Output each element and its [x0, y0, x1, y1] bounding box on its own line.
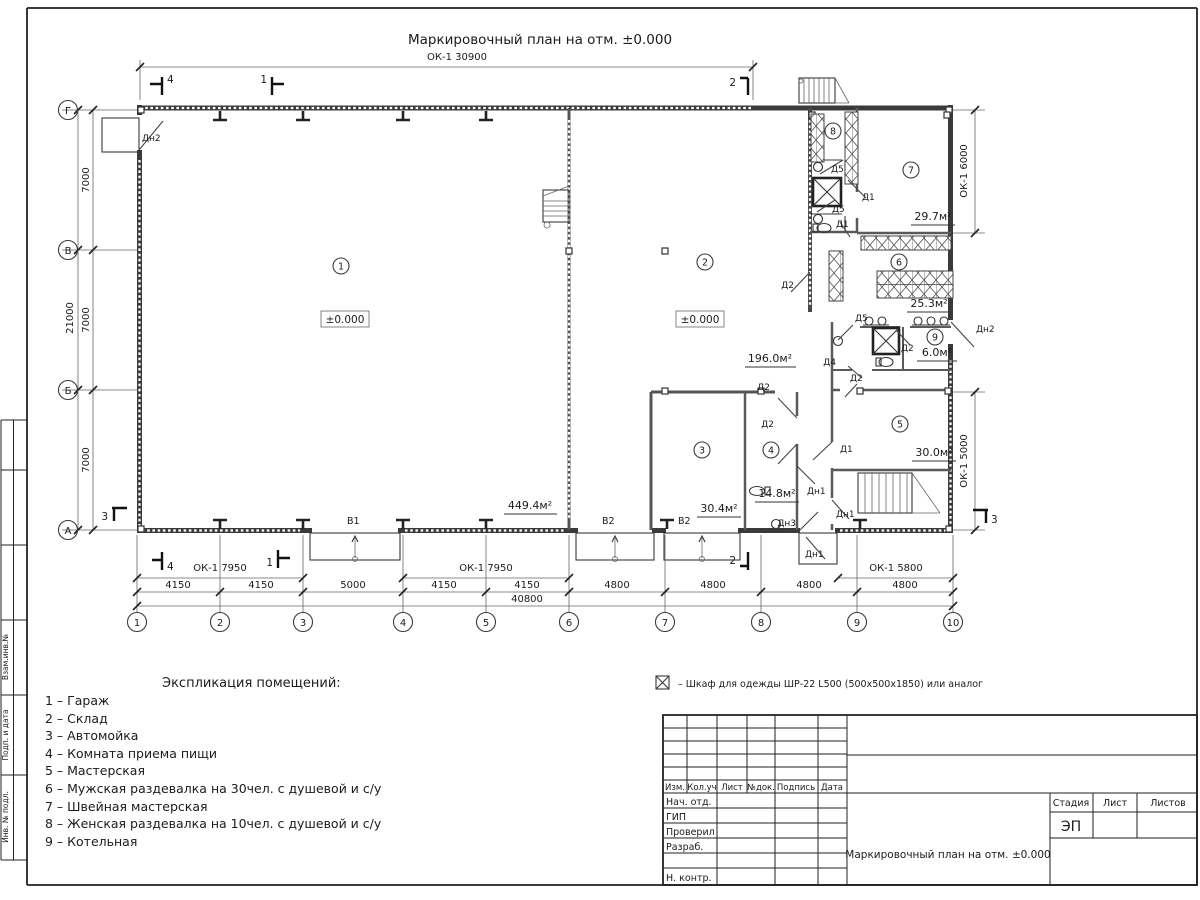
grid-row: А	[64, 526, 72, 537]
legend-item: 8 – Женская раздевалка на 10чел. с душевой и с/у	[45, 816, 382, 831]
tb-row-label: Проверил	[666, 827, 715, 838]
shower-icon	[813, 178, 841, 206]
door-label: Д5	[831, 165, 844, 175]
tb-row-label: Разраб.	[666, 842, 704, 853]
room-number: 5	[896, 419, 904, 431]
locker-note-text: – Шкаф для одежды ШР-22 L500 (500x500x1850) или аналог	[678, 679, 984, 690]
elevation-mark: ±0.000	[680, 314, 720, 326]
grid-row: В	[64, 246, 72, 257]
locker-note	[656, 676, 983, 690]
shower-icon	[873, 328, 899, 354]
grid-column: 3	[299, 618, 307, 629]
door-label: Д2	[781, 281, 794, 291]
door-swings	[139, 121, 974, 559]
dim-window: ОК-1 5800	[869, 563, 923, 574]
stamp-label: Взам.инв.№	[1, 633, 10, 681]
door-label: Д1	[836, 220, 849, 230]
door-label: Дн2	[142, 134, 161, 144]
legend-item: 5 – Мастерская	[45, 763, 145, 778]
tb-sheet-label: Лист	[1102, 798, 1128, 809]
section-mark: 1	[260, 74, 267, 86]
door-label: Дн1	[805, 550, 824, 560]
door-label: Д2	[761, 420, 774, 430]
room-number: 4	[767, 445, 775, 457]
side-stamp	[1, 420, 27, 860]
grid-row: Б	[64, 386, 72, 397]
elevation-mark: ±0.000	[325, 314, 365, 326]
legend-item: 4 – Комната приема пищи	[45, 746, 218, 761]
room-number: 3	[698, 445, 706, 457]
entry-porch	[102, 118, 139, 152]
door-label: Дн2	[976, 325, 995, 335]
tb-sheets-label: Листов	[1150, 798, 1186, 809]
dim-window: ОК-1 7950	[193, 563, 247, 574]
grid-column: 8	[757, 618, 765, 629]
door-label: Д5	[855, 314, 868, 324]
grid-column: 6	[565, 618, 573, 629]
tb-col-header: Подпись	[776, 783, 816, 793]
dim-right-bottom: ОК-1 5000	[959, 434, 970, 488]
tb-col-header: №док.	[747, 783, 775, 793]
gate-apron	[310, 533, 400, 562]
grid-column: 1	[133, 618, 141, 629]
dim-label: 4150	[165, 580, 191, 591]
grid-column: 4	[399, 618, 407, 629]
tb-stage-label: Стадия	[1052, 798, 1090, 809]
dim-total: 40800	[511, 594, 543, 605]
dim-right-top: ОК-1 6000	[959, 144, 970, 198]
tb-col-header: Кол.уч	[687, 783, 717, 793]
dim-left: 7000	[81, 307, 92, 333]
door-label: Дн1	[836, 510, 855, 520]
column-marks	[138, 107, 952, 532]
room-legend	[45, 676, 382, 849]
stair-flight-icon	[858, 473, 940, 513]
washbasin-row	[863, 317, 950, 325]
room-area: 14.8м²	[758, 487, 796, 500]
tb-col-header: Дата	[820, 783, 844, 793]
room-area: 30.4м²	[700, 502, 738, 515]
legend-heading: Экспликация помещений:	[162, 676, 341, 691]
legend-item: 6 – Мужская раздевалка на 30чел. с душевой и с/у	[45, 781, 382, 796]
dim-left-total: 21000	[65, 302, 76, 334]
section-mark: 4	[167, 561, 174, 573]
dim-label: 4800	[604, 580, 630, 591]
door-label: Д2	[850, 374, 863, 384]
sink-icon	[834, 337, 843, 346]
porches	[102, 118, 837, 564]
room-area: 449.4м²	[507, 499, 553, 512]
legend-item: 1 – Гараж	[45, 693, 110, 708]
room-area: 25.3м²	[910, 297, 948, 310]
top-window-dim: ОК-1 30900	[427, 52, 487, 63]
plan-title: Маркировочный план на отм. ±0.000	[407, 32, 673, 48]
section-mark: 2	[729, 555, 736, 567]
door-label: Д1	[840, 445, 853, 455]
legend-item: 3 – Автомойка	[45, 728, 139, 743]
wall-ladder-icon	[543, 186, 569, 228]
door-label: Дн1	[807, 487, 826, 497]
section-mark: 3	[991, 514, 998, 526]
toilet-icon	[876, 358, 893, 367]
dim-label: 4150	[514, 580, 540, 591]
section-mark: 3	[101, 511, 108, 523]
legend-item: 2 – Склад	[45, 711, 108, 726]
room-area: 30.0м²	[915, 446, 953, 459]
stamp-label: Подп. и дата	[1, 709, 10, 761]
room-number: 6	[895, 257, 903, 269]
sink-icon	[814, 215, 823, 224]
section-mark: 1	[266, 557, 273, 569]
grid-row: Г	[64, 106, 72, 117]
door-label: Д5	[832, 205, 845, 215]
gate-label: В2	[678, 516, 691, 527]
grid-column: 7	[661, 618, 669, 629]
door-label: Дн3	[777, 519, 796, 529]
legend-item: 7 – Швейная мастерская	[45, 799, 208, 814]
dim-label: 5000	[340, 580, 366, 591]
section-mark: 2	[729, 77, 736, 89]
entrance-stair-icon	[799, 78, 849, 103]
tb-row-label: Нач. отд.	[666, 797, 712, 808]
room-number: 2	[701, 257, 709, 269]
title-block	[663, 715, 1197, 885]
tb-row-label: Н. контр.	[666, 873, 712, 884]
grid-column: 5	[482, 618, 490, 629]
tb-row-label: ГИП	[666, 812, 687, 823]
door-label: Д2	[901, 344, 914, 354]
stamp-label: Инв. № подл.	[1, 791, 10, 843]
legend-item: 9 – Котельная	[45, 834, 138, 849]
section-mark: 4	[167, 74, 174, 86]
room-number: 7	[907, 165, 915, 177]
gate-apron	[576, 533, 654, 562]
dim-left: 7000	[81, 167, 92, 193]
tb-doc-title: Маркировочный план на отм. ±0.000	[845, 849, 1051, 861]
door-label: Д1	[862, 193, 875, 203]
grid-column: 10	[946, 618, 960, 629]
door-label: Д2	[757, 383, 770, 393]
grid-column: 9	[853, 618, 861, 629]
locker-symbol-icon	[656, 676, 669, 689]
room-number: 8	[829, 126, 837, 138]
tb-col-header: Лист	[721, 783, 743, 793]
room-area: 196.0м²	[747, 352, 793, 365]
gate-label: В2	[602, 516, 615, 527]
gate-label: В1	[347, 516, 360, 527]
dim-window: ОК-1 7950	[459, 563, 513, 574]
dim-label: 4150	[248, 580, 274, 591]
tb-stage-value: ЭП	[1060, 819, 1082, 835]
dim-label: 4800	[796, 580, 822, 591]
room-area: 6.0м²	[921, 346, 953, 359]
tb-col-header: Изм.	[665, 783, 685, 793]
grid-column: 2	[216, 618, 224, 629]
room-area: 29.7м²	[914, 210, 952, 223]
door-label: Д4	[823, 358, 836, 368]
dim-label: 4800	[892, 580, 918, 591]
dim-label: 4800	[700, 580, 726, 591]
sink-icon	[814, 163, 823, 172]
dim-left: 7000	[81, 447, 92, 473]
room-number: 9	[931, 332, 939, 344]
room-number: 1	[337, 261, 345, 273]
dim-label: 4150	[431, 580, 457, 591]
